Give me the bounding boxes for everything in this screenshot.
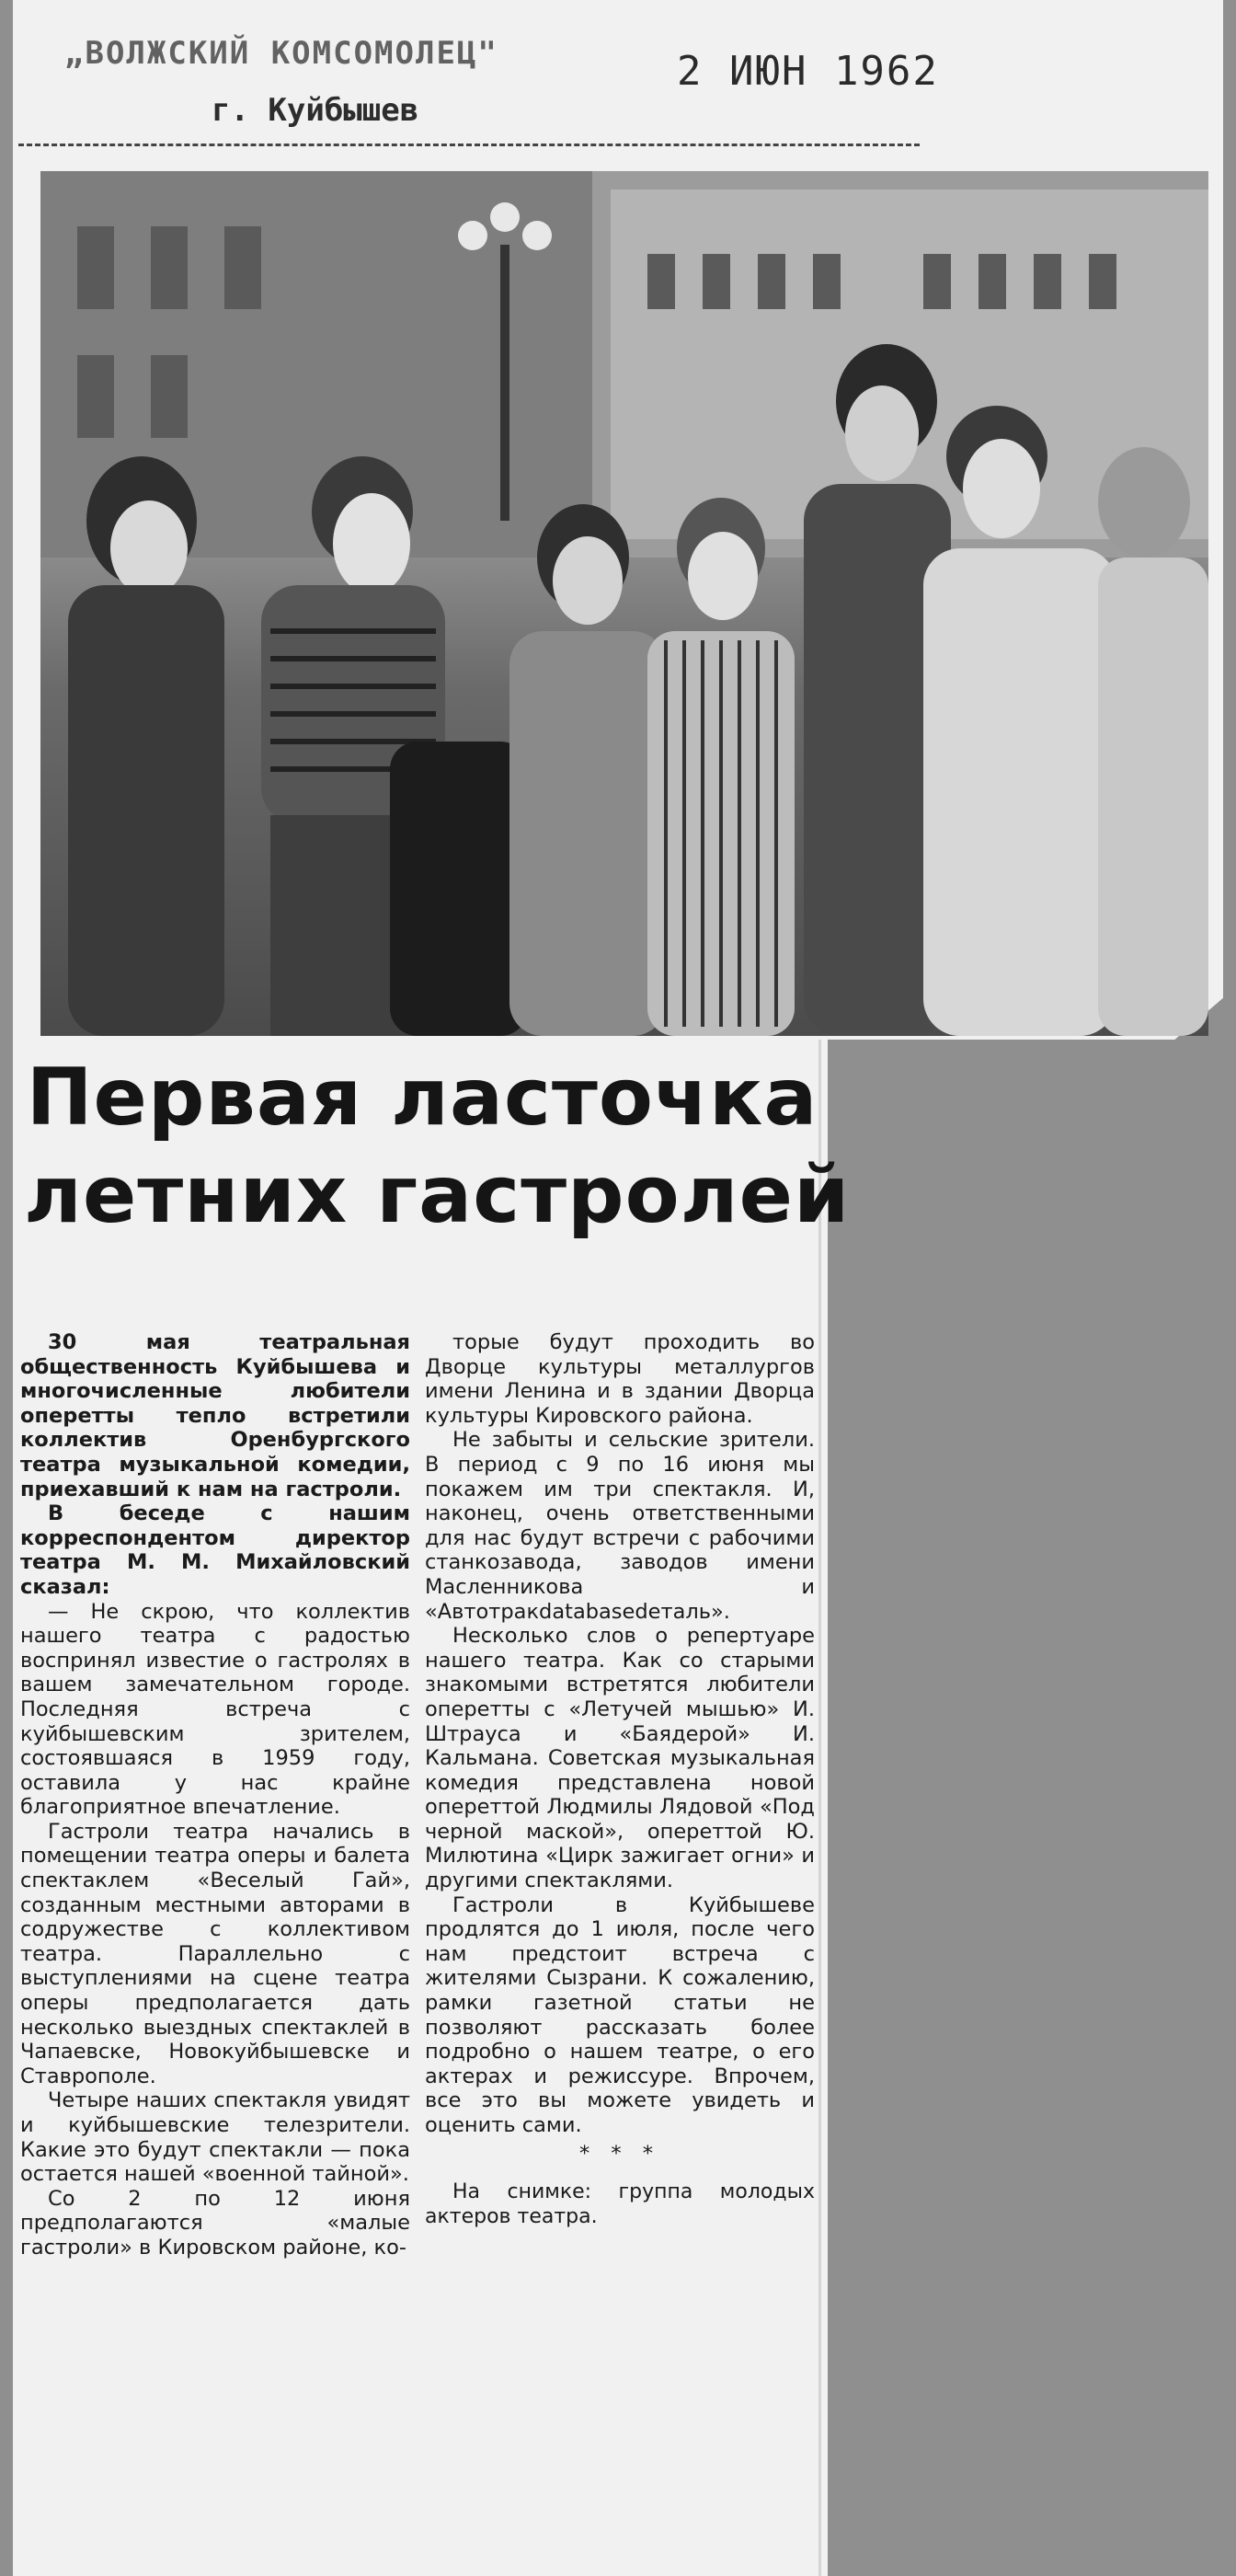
headline-line-2: летних гастролей	[24, 1149, 851, 1241]
stamp-divider	[18, 144, 920, 152]
article-paragraph: Несколько слов о репертуаре нашего театра. Как со старыми знакомыми встретятся любители оперетты с «Летучей мышью» И. Штрауса и «Баядерой» И. Кальмана. Советская музыкальная комедия представлена новой опереттой Людмилы Лядовой «Под черной маской», опереттой Ю. Милютина «Цирк зажигает огни» и другими спектаклями.	[425, 1624, 815, 1893]
article-paragraph: торые будут проходить во Дворце культуры металлургов имени Ленина и в здании Дворца культуры Кировского района.	[425, 1330, 815, 1428]
article-paragraph: Гастроли в Куйбышеве продлятся до 1 июля, после чего нам предстоит встреча с жителями Сызрани. К сожалению, рамки газетной статьи не позволяют рассказать более подробно о нашем театре, о его актерах и режиссуре. Впрочем, все это вы можете увидеть и оценить сами.	[425, 1892, 815, 2137]
stamp-date: 2 ИЮН 1962	[677, 48, 939, 95]
article-paragraph: 30 мая театральная общественность Куйбышева и многочисленные любители оперетты тепло встретили коллектив Оренбургского театра музыкальной комедии, приехавший к нам на гастроли.	[20, 1330, 410, 1501]
article-headline	[24, 1049, 851, 1244]
newspaper-city: г. Куйбышев	[212, 92, 419, 129]
section-separator: * * *	[578, 2141, 661, 2166]
article-paragraph: Четыре наших спектакля увидят и куйбышевские телезрители. Какие это будут спектакли — пока остается нашей «военной тайной».	[20, 2088, 410, 2187]
article-column-left	[20, 1330, 410, 2260]
article-paragraph: В беседе с нашим корреспондентом директор театра М. М. Михайловский сказал:	[20, 1501, 410, 1599]
article-paragraph: Со 2 по 12 июня предполагаются «малые гастроли» в Кировском районе, ко-	[20, 2186, 410, 2260]
article-paragraph: Гастроли театра начались в помещении театра оперы и балета спектаклем «Веселый Гай», созданным местными авторами в содружестве с коллективом театра. Параллельно с выступлениями на сцене театра оперы предполагается дать несколько выездных спектаклей в Чапаевске, Новокуйбышевске и Ставрополе.	[20, 1819, 410, 2088]
headline-line-1: Первая ласточка	[26, 1052, 818, 1144]
newspaper-name: „ВОЛЖСКИЙ КОМСОМОЛЕЦ"	[64, 35, 498, 72]
article-paragraph: — Не скрою, что коллектив нашего театра с радостью воспринял известие о гастролях в вашем замечательном городе. Последняя встреча с куйбышевским зрителем, состоявшаяся в 1959 году, оставила у нас крайне благоприятное впечатление.	[20, 1599, 410, 1820]
newspaper-stamp	[55, 9, 1122, 147]
article-column-right	[425, 1330, 815, 2229]
article-paragraph: Не забыты и сельские зрители. В период с 9 по 16 июня мы покажем им три спектакля. И, наконец, очень ответственными для нас будут встречи с рабочими станкозавода, заводов имени Масленникова и «Автотракdatabasedеталь».	[425, 1428, 815, 1624]
photo-caption: На снимке: группа молодых актеров театра.	[425, 2180, 815, 2228]
clipping-edge	[818, 1040, 821, 2576]
group-photo	[40, 171, 1208, 1036]
